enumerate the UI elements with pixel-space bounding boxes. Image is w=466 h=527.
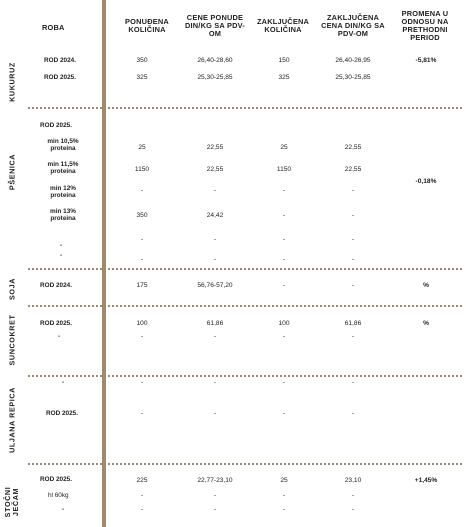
jecam-row2-label: hl 60kg bbox=[48, 492, 69, 499]
psenica-row3-cene: - bbox=[213, 187, 217, 194]
soja-row-ponudjena: 175 bbox=[136, 282, 148, 289]
kukuruz-row1-cene: 26,40-28,60 bbox=[197, 57, 233, 64]
jecam-row3-zakljucena: - bbox=[282, 506, 286, 513]
jecam-row2-ponudjena: - bbox=[140, 492, 144, 499]
jecam-row1-label: ROD 2025. bbox=[40, 476, 72, 483]
psenica-row2-zcena: 22,55 bbox=[344, 166, 362, 173]
psenica-row4-cene: 24,42 bbox=[206, 212, 224, 219]
section-label-uljana-repica: ULJANA REPICA bbox=[7, 387, 17, 453]
suncokret-row2-zcena: - bbox=[351, 333, 355, 340]
soja-row-cene: 56,76-57,20 bbox=[197, 282, 233, 289]
jecam-row1-cene: 22,77-23,10 bbox=[197, 477, 233, 484]
header-cene-ponude: CENE PONUDE DIN/KG SA PDV-OM bbox=[184, 13, 245, 38]
psenica-row4-label: min 13% proteina bbox=[50, 208, 76, 222]
kukuruz-row2-label: ROD 2025. bbox=[44, 74, 76, 81]
psenica-row2-zakljucena: 1150 bbox=[276, 166, 292, 173]
suncokret-row1-ponudjena: 100 bbox=[136, 320, 148, 327]
suncokret-row2-cene: - bbox=[213, 333, 217, 340]
jecam-row3-label: - bbox=[62, 506, 65, 513]
kukuruz-row1-promena: -5,81% bbox=[415, 57, 437, 64]
section-separator bbox=[28, 305, 462, 307]
header-roba: ROBA bbox=[42, 23, 65, 32]
psenica-row1-zcena: 22,55 bbox=[344, 144, 362, 151]
soja-row-zcena: - bbox=[351, 282, 355, 289]
psenica-row1-label: min 10,5% proteina bbox=[47, 138, 79, 152]
psenica-row5-zakljucena: - bbox=[282, 236, 286, 243]
kukuruz-row2-ponudjena: 325 bbox=[136, 74, 148, 81]
section-separator bbox=[28, 268, 462, 270]
suncokret-row1-cene: 61,86 bbox=[206, 320, 224, 327]
psenica-row5-label: - bbox=[60, 242, 63, 249]
psenica-row5-ponudjena: - bbox=[140, 236, 144, 243]
suncokret-row2-ponudjena: - bbox=[140, 333, 144, 340]
kukuruz-row1-label: ROD 2024. bbox=[44, 57, 76, 64]
jecam-row3-zcena: - bbox=[351, 506, 355, 513]
suncokret-row1-promena: % bbox=[423, 320, 429, 327]
psenica-row2-cene: 22,55 bbox=[206, 166, 224, 173]
kukuruz-row1-zakljucena: 150 bbox=[278, 57, 290, 64]
header-ponudjena-kolicina: PONUĐENA KOLIČINA bbox=[125, 17, 169, 34]
column-divider-bar bbox=[102, 0, 106, 527]
repica-row2-zcena: - bbox=[351, 410, 355, 417]
psenica-promena: -0,18% bbox=[415, 178, 437, 185]
psenica-row1-cene: 22,55 bbox=[206, 144, 224, 151]
repica-row2-ponudjena: - bbox=[140, 410, 144, 417]
psenica-row4-ponudjena: 350 bbox=[136, 212, 148, 219]
psenica-row4-zcena: - bbox=[351, 212, 355, 219]
jecam-row1-ponudjena: 225 bbox=[136, 477, 148, 484]
repica-row2-cene: - bbox=[213, 410, 217, 417]
suncokret-row1-zakljucena: 100 bbox=[278, 320, 290, 327]
section-label-stocni-jecam: STOČNI JEČAM bbox=[3, 486, 20, 518]
section-label-suncokret: SUNCOKRET bbox=[7, 314, 17, 366]
section-label-soja: SOJA bbox=[7, 278, 17, 300]
section-separator bbox=[28, 463, 462, 465]
jecam-row2-cene: - bbox=[213, 492, 217, 499]
suncokret-row1-zcena: 61,86 bbox=[344, 320, 362, 327]
jecam-row2-zakljucena: - bbox=[282, 492, 286, 499]
psenica-row3-ponudjena: - bbox=[140, 187, 144, 194]
jecam-row2-zcena: - bbox=[351, 492, 355, 499]
jecam-row1-zcena: 23,10 bbox=[344, 477, 362, 484]
psenica-row1-ponudjena: 25 bbox=[138, 144, 146, 151]
psenica-row6-cene: - bbox=[213, 256, 217, 263]
psenica-row5-zcena: - bbox=[351, 236, 355, 243]
kukuruz-row2-zcena: 25,30-25,85 bbox=[335, 74, 371, 81]
psenica-row3-zakljucena: - bbox=[282, 187, 286, 194]
jecam-row1-promena: +1,45% bbox=[414, 477, 438, 484]
section-label-kukuruz: KUKURUZ bbox=[7, 62, 17, 102]
psenica-row1-zakljucena: 25 bbox=[280, 144, 288, 151]
header-zakljucena-cena: ZAKLJUČENA CENA DIN/KG SA PDV-OM bbox=[321, 13, 385, 38]
jecam-row3-cene: - bbox=[213, 506, 217, 513]
soja-row-label: ROD 2024. bbox=[40, 282, 72, 289]
suncokret-row1-label: ROD 2025. bbox=[40, 320, 72, 327]
psenica-row5-cene: - bbox=[213, 236, 217, 243]
psenica-row6-ponudjena: - bbox=[140, 256, 144, 263]
kukuruz-row1-zcena: 26,40-26,95 bbox=[335, 57, 371, 64]
jecam-row1-zakljucena: 25 bbox=[280, 477, 288, 484]
kukuruz-row2-zakljucena: 325 bbox=[278, 74, 290, 81]
soja-row-promena: % bbox=[423, 282, 429, 289]
repica-row2-zakljucena: - bbox=[282, 410, 286, 417]
header-zakljucena-kolicina: ZAKLJUČENA KOLIČINA bbox=[256, 17, 310, 34]
psenica-row6-zakljucena: - bbox=[282, 256, 286, 263]
psenica-row3-zcena: - bbox=[351, 187, 355, 194]
repica-row1-ponudjena: - bbox=[140, 379, 144, 386]
header-promena: PROMENA U ODNOSU NA PRETHODNI PERIOD bbox=[401, 9, 449, 42]
jecam-row3-ponudjena: - bbox=[140, 506, 144, 513]
soja-row-zakljucena: - bbox=[282, 282, 286, 289]
kukuruz-row2-cene: 25,30-25,85 bbox=[197, 74, 233, 81]
suncokret-row2-zakljucena: - bbox=[282, 333, 286, 340]
psenica-rod-label: ROD 2025. bbox=[40, 122, 72, 129]
repica-row1-zakljucena: - bbox=[282, 379, 286, 386]
psenica-row6-zcena: - bbox=[351, 256, 355, 263]
suncokret-row2-label: - bbox=[58, 333, 61, 340]
repica-row1-label: - bbox=[62, 379, 65, 386]
psenica-row2-ponudjena: 1150 bbox=[134, 166, 150, 173]
section-label-psenica: PŠENICA bbox=[7, 153, 17, 191]
psenica-row4-zakljucena: - bbox=[282, 212, 286, 219]
psenica-row2-label: min 11,5% proteina bbox=[47, 161, 79, 175]
kukuruz-row1-ponudjena: 350 bbox=[136, 57, 148, 64]
section-separator bbox=[28, 107, 462, 109]
repica-row1-zcena: - bbox=[351, 379, 355, 386]
psenica-row3-label: min 12% proteina bbox=[50, 185, 76, 199]
psenica-row6-label: - bbox=[60, 252, 63, 259]
repica-row2-label: ROD 2025. bbox=[46, 410, 78, 417]
repica-row1-cene: - bbox=[213, 379, 217, 386]
section-separator bbox=[28, 375, 462, 377]
